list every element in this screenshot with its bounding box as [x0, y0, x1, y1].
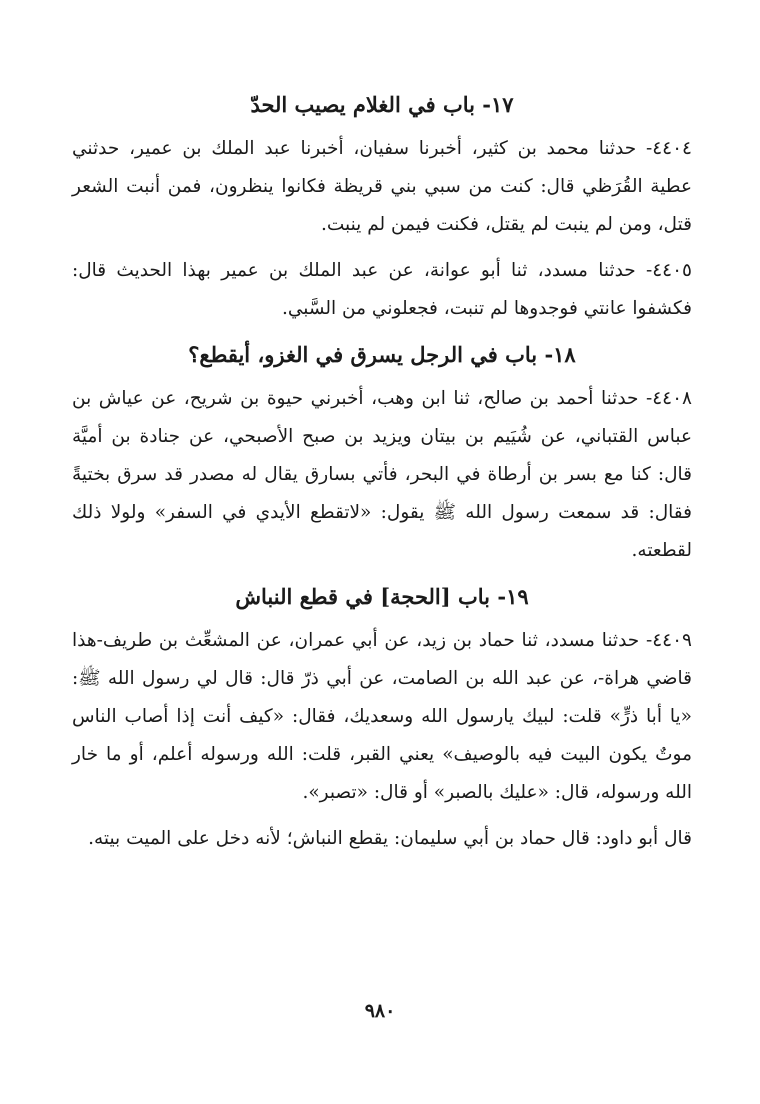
hadith-4405: ٤٤٠٥- حدثنا مسدد، ثنا أبو عوانة، عن عبد الملك بن عمير بهذا الحديث قال: فكشفوا عانتي فوجدوها لم تنبت، فجعلوني من السَّبي. — [72, 260, 692, 319]
page-body — [72, 88, 692, 866]
page-number: ٩٨٠ — [364, 1000, 396, 1022]
hadith-4408: ٤٤٠٨- حدثنا أحمد بن صالح، ثنا ابن وهب، أخبرني حيوة بن شريح، عن عياش بن عباس القتباني، عن شُيَيم بن بيتان ويزيد بن صبح الأصبحي، عن جنادة بن أميَّة قال: كنا مع بسر بن أرطاة في البحر، فأتي بسارق يقال له مصدر قد سرق بختيةً فقال: قد سمعت رسول الله ﷺ يقول: «لاتقطع الأيدي في السفر» ولولا ذلك لقطعته. — [72, 388, 692, 561]
section-heading-19: ١٩- باب [الحجة] في قطع النباش — [235, 584, 529, 609]
hadith-4409: ٤٤٠٩- حدثنا مسدد، ثنا حماد بن زيد، عن أبي عمران، عن المشعِّث بن طريف-هذا قاضي هراة-، عن عبد الله بن الصامت، عن أبي ذرّ قال: قال لي رسول الله ﷺ: «يا أبا ذرٍّ» قلت: لبيك يارسول الله وسعديك، فقال: «كيف أنت إذا أصاب الناس موتٌ يكون البيت فيه بالوصيف» يعني القبر، قلت: الله ورسوله أعلم، أو ما خار الله ورسوله، قال: «عليك بالصبر» أو قال: «تصبر». — [72, 630, 692, 803]
abu-dawud-note: قال أبو داود: قال حماد بن أبي سليمان: يقطع النباش؛ لأنه دخل على الميت بيته. — [88, 828, 692, 849]
section-heading-17: ١٧- باب في الغلام يصيب الحدّ — [250, 92, 514, 117]
section-heading-18: ١٨- باب في الرجل يسرق في الغزو، أيقطع؟ — [188, 342, 576, 367]
hadith-4404: ٤٤٠٤- حدثنا محمد بن كثير، أخبرنا سفيان، أخبرنا عبد الملك بن عمير، حدثني عطية القُرَظي قال: كنت من سبي بني قريظة فكانوا ينظرون، فمن أنبت الشعر قتل، ومن لم ينبت لم يقتل، فكنت فيمن لم ينبت. — [72, 138, 692, 235]
